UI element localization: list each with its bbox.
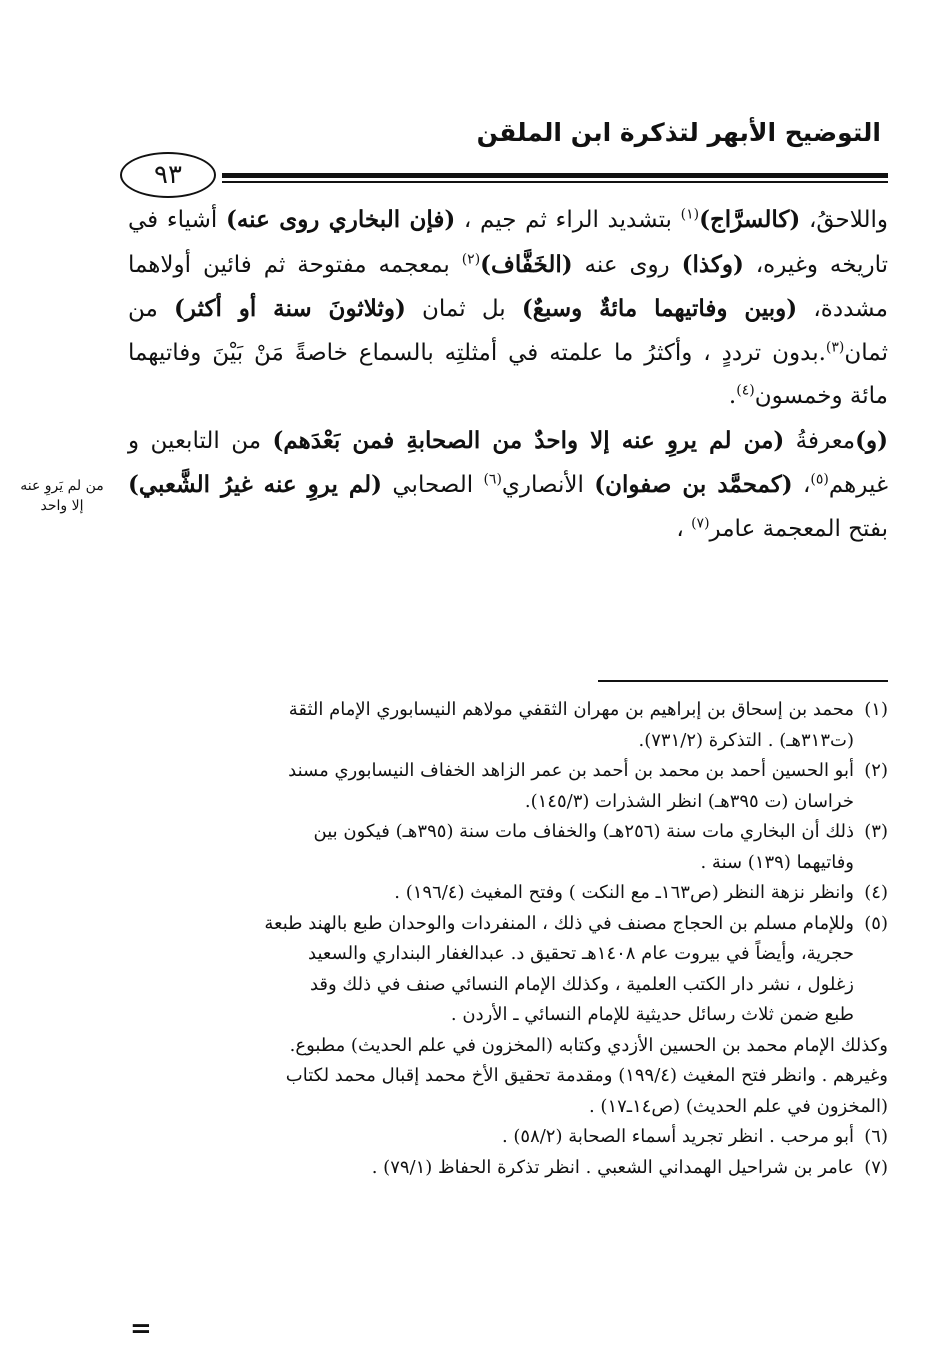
- text-run: .: [728, 383, 737, 409]
- paragraph-2: [128, 419, 888, 552]
- footnote-ref: (٦): [483, 471, 502, 488]
- footnote-5: [128, 909, 888, 1123]
- footnote-text: وفاتيهما (١٣٩) سنة .: [700, 851, 854, 873]
- footnote-number: (٥): [864, 912, 888, 934]
- footnote-text: زغلول ، نشر دار الكتب العلمية ، وكذلك الإمام النسائي صنف في ذلك وقد: [309, 973, 854, 995]
- margin-note-line: من لم يَروِ عنه: [20, 478, 104, 494]
- footnote-text: وغيرهم . وانظر فتح المغيث (١٩٩/٤) ومقدمة تحقيق الأخ محمد إقبال محمد لكتاب: [285, 1065, 888, 1086]
- running-header-title: التوضيح الأبهر لتذكرة ابن الملقن: [476, 118, 881, 147]
- footnote-2: [128, 756, 888, 817]
- footnote-3: [128, 817, 888, 878]
- footnote-text: محمد بن إسحاق بن إبراهيم بن مهران الثقفي مولاهم النيسابوري الإمام الثقة: [288, 699, 854, 720]
- bold-run: (كمحمَّد بن صفوان): [594, 471, 793, 498]
- footnote-number: (١): [864, 699, 888, 720]
- footnote-number: (٢): [864, 760, 888, 781]
- text-run: أشياء في تاريخه وغيره،: [128, 207, 888, 278]
- paragraph-1: [128, 198, 888, 419]
- footnote-text: وللإمام مسلم بن الحجاج مصنف في ذلك ، المنفردات والوحدان طبع بالهند طبعة: [264, 912, 854, 934]
- page-number: ٩٣: [120, 152, 216, 198]
- end-mark: =: [130, 1314, 152, 1344]
- footnote-ref: (٥): [810, 471, 829, 488]
- bold-run: (وكذا): [681, 250, 744, 278]
- footnote-1: [128, 695, 888, 756]
- footnote-text: ذلك أن البخاري مات سنة (٢٥٦هـ) والخفاف مات سنة (٣٩٥هـ) فيكون بين: [313, 821, 854, 842]
- footnotes: [128, 695, 888, 1183]
- bold-run: (من لم يروِ عنه إلا واحدٌ من الصحابةِ فمن بَعْدَهم): [272, 426, 785, 454]
- text-run: الصحابي: [382, 472, 484, 498]
- footnote-text: خراسان (ت ٣٩٥هـ) انظر الشذرات (١٤٥/٣).: [524, 790, 854, 812]
- text-run: بتشديد الراء ثم جيم ،: [455, 207, 681, 233]
- bold-run: (الخَفَّاف): [480, 250, 573, 278]
- margin-note: [6, 476, 118, 516]
- text-run: من التابعين و غيرهم: [128, 427, 888, 498]
- footnote-number: (٦): [864, 1126, 888, 1147]
- footnote-text: أبو مرحب . انظر تجريد أسماء الصحابة (٥٨/٢) .: [501, 1126, 854, 1147]
- bold-run: (وثلاثونَ سنة أو أكثر): [174, 295, 406, 322]
- footnote-text: (ت٣١٣هـ) . التذكرة (٧٣١/٢).: [638, 729, 854, 751]
- text-run: ،: [676, 515, 692, 542]
- text-run: بمعجمه مفتوحة ثم فائين أولاهما مشددة،: [128, 251, 888, 322]
- footnote-ref: (٤): [736, 382, 755, 399]
- footnote-text: طبع ضمن ثلاث رسائل حديثية للإمام النسائي ـ الأردن .: [450, 1004, 854, 1025]
- footnote-6: [128, 1122, 888, 1153]
- margin-note-line: إلا واحد: [40, 498, 84, 514]
- footnote-text: (المخزون في علم الحديث) (ص١٤ـ١٧) .: [588, 1095, 888, 1117]
- text-run: من ثمان: [128, 296, 888, 366]
- footnote-text: وكذلك الإمام محمد بن الحسين الأزدي وكتابه (المخزون في علم الحديث) مطبوع.: [289, 1034, 888, 1056]
- bold-run: (لم يروِ عنه غيرُ الشَّعبي): [128, 471, 383, 498]
- bold-run: (كالسرَّاج): [699, 206, 801, 233]
- bold-run: (و): [855, 426, 888, 454]
- text-run: .بدون ترددٍ ، وأكثرُ ما علمته في أمثلتِه بالسماع خاصةً مَنْ بَيْنَ وفاتيهما مائة وخمسون: [128, 339, 888, 409]
- footnote-ref: (٢): [461, 250, 481, 267]
- footnote-number: (٣): [864, 821, 888, 842]
- header-rule-thick: [222, 173, 888, 178]
- text-run: الأنصاري: [501, 472, 595, 498]
- text-run: بل ثمان: [405, 296, 522, 322]
- footnote-separator: [598, 680, 888, 682]
- footnote-7: [128, 1153, 888, 1184]
- bold-run: (فإن البخاري روى عنه): [225, 206, 456, 233]
- main-text: [128, 198, 888, 551]
- text-run: بفتح المعجمة عامر: [709, 515, 888, 542]
- footnote-number: (٤): [864, 882, 888, 903]
- text-run: روى عنه: [572, 251, 682, 278]
- header-rule-thin: [222, 181, 888, 183]
- bold-run: (وبين وفاتيهما مائةٌ وسبعٌ): [521, 295, 798, 322]
- footnote-ref: (٣): [825, 338, 845, 355]
- footnote-4: [128, 878, 888, 909]
- footnote-ref: (٧): [691, 514, 710, 531]
- footnote-ref: (١): [680, 206, 700, 223]
- footnote-number: (٧): [864, 1156, 888, 1178]
- text-run: واللاحقُ،: [800, 207, 888, 233]
- footnote-text: حجرية، وأيضاً في بيروت عام ١٤٠٨هـ تحقيق د. عبدالغفار البنداري والسعيد: [308, 943, 854, 964]
- text-run: ،: [792, 472, 811, 498]
- text-run: معرفةُ: [784, 427, 856, 454]
- footnote-text: أبو الحسين أحمد بن محمد بن أحمد بن عمر الزاهد الخفاف النيسابوري مسند: [288, 760, 854, 781]
- footnote-text: وانظر نزهة النظر (ص١٦٣ـ مع النكت ) وفتح المغيث (١٩٦/٤) .: [394, 882, 854, 903]
- footnote-text: عامر بن شراحيل الهمداني الشعبي . انظر تذكرة الحفاظ (٧٩/١) .: [371, 1156, 854, 1178]
